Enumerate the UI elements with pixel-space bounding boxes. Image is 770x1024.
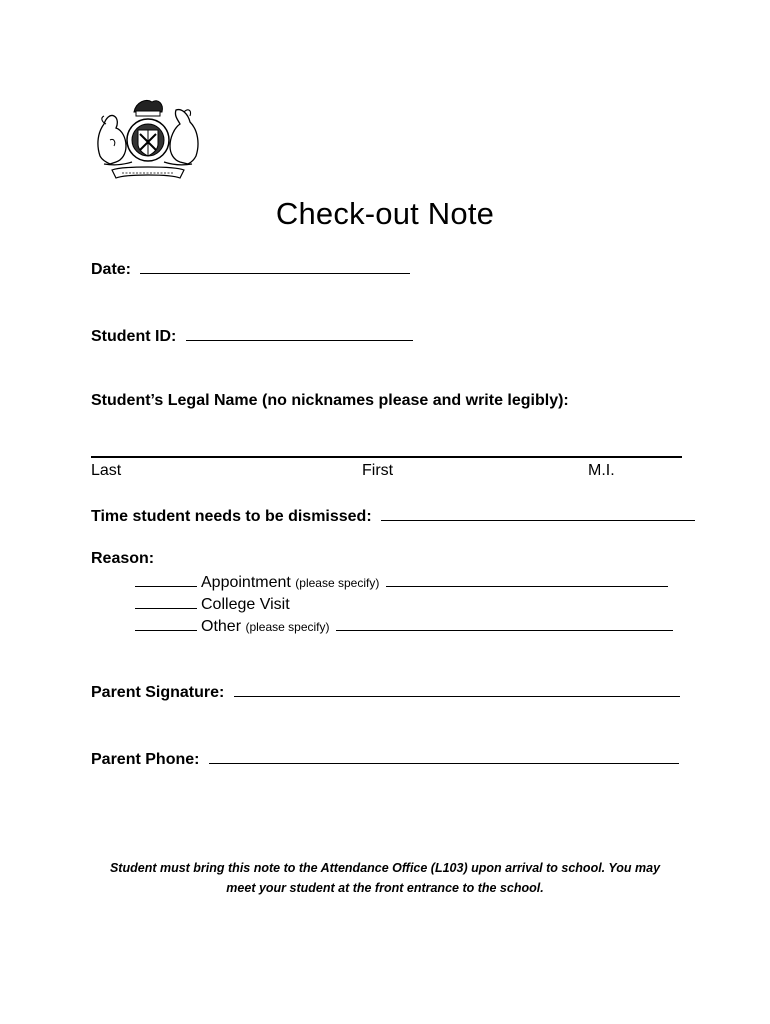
dismiss-time-row [91,506,695,526]
parent-phone-field[interactable] [209,749,679,764]
name-part-first: First [362,462,394,479]
reason-appointment-label: Appointment [201,574,291,591]
date-row [91,259,410,279]
dismiss-time-field[interactable] [381,506,695,521]
footer-line-1: Student must bring this note to the Attendance Office (L103) upon arrival to school. You may [109,861,661,875]
appointment-specify-field[interactable] [386,572,668,587]
student-id-field[interactable] [186,326,413,341]
student-id-label: Student ID: [91,328,177,345]
dismiss-time-label: Time student needs to be dismissed: [91,508,372,525]
footer-line-2: meet your student at the front entrance to the school. [226,881,544,895]
reason-other-note: (please specify) [245,620,330,634]
reason-other [135,616,673,636]
reason-other-checkbox[interactable] [135,616,197,631]
date-label: Date: [91,261,132,278]
date-field[interactable] [140,259,410,274]
other-specify-field[interactable] [336,616,673,631]
parent-signature-row [91,682,680,702]
reason-college-visit [135,594,290,614]
name-part-last: Last [91,462,122,479]
reason-other-label: Other [201,618,242,635]
legal-name-label: Student’s Legal Name (no nicknames please and write legibly): [91,392,569,409]
student-id-row [91,326,413,346]
reason-appointment-note: (please specify) [295,576,380,590]
parent-signature-label: Parent Signature: [91,684,225,701]
reason-college-visit-label: College Visit [201,596,290,613]
parent-phone-row [91,749,679,769]
school-crest-logo [92,94,204,186]
reason-label: Reason: [91,550,155,567]
parent-signature-field[interactable] [234,682,680,697]
parent-phone-label: Parent Phone: [91,751,200,768]
footer-instructions [60,858,710,898]
legal-name-field[interactable] [91,456,682,458]
reason-appointment [135,572,668,592]
name-part-mi: M.I. [588,462,615,479]
page-title: Check-out Note [275,196,495,231]
reason-appointment-checkbox[interactable] [135,572,197,587]
reason-college-visit-checkbox[interactable] [135,594,197,609]
